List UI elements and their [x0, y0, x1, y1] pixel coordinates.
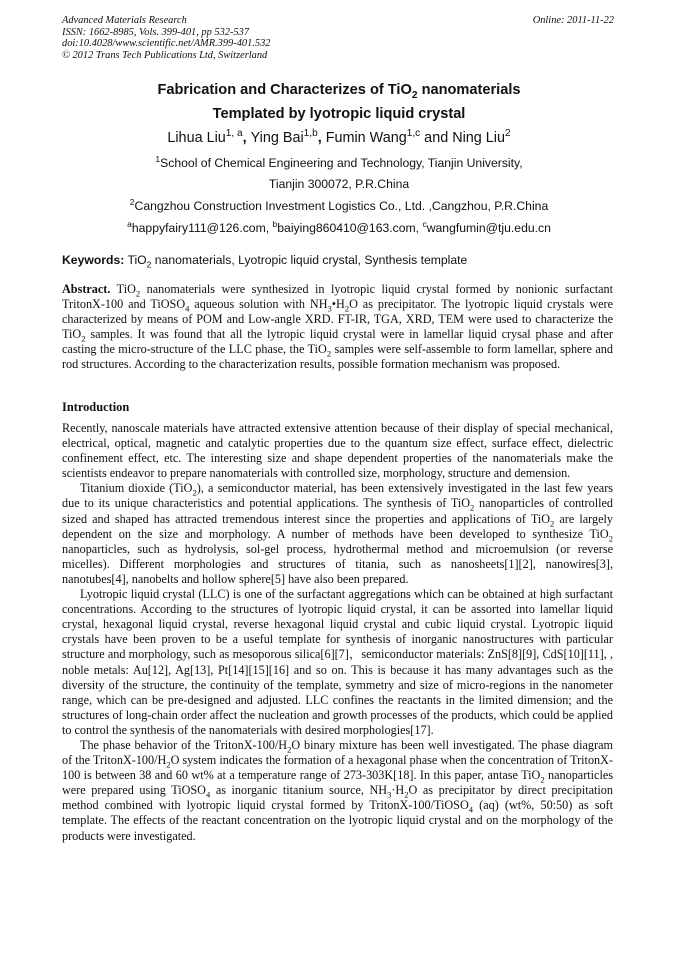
issn-line: ISSN: 1662-8985, Vols. 399-401, pp 532-537: [62, 26, 250, 38]
paper-title-line-2: Templated by lyotropic liquid crystal: [212, 106, 466, 122]
intro-paragraph-4: The phase behavior of the TritonX-$100/H_2O$ binary mixture has been well investigated. The phase diagram of the TritonX-$100/H_2O$ system indicates the formation of a hexagonal phase when the concentration of TritonX-100 is between 38 and 60 wt% at a temperature range of 273-303K[18]. In this paper, antase TiO$_2$ nanoparticles were prepared using TiOSO$_4$ as inorganic titanium source, $NH_3\cdot H_2O$ as precipitator by direct precipitation method combined with lyotropic liquid crystal formed by TritonX-100/TiOSO$_4$ (aq) (wt%, 50:50) as soft template. The effects of the reactant concentration on the lyotropic liquid crystal and on the morphology of the products were investigated.: [62, 737, 613, 843]
author-emails: $^a$happyfairy111@126.com, $^b$baiying860410@163.com, $^c$wangfumin@tju.edu.cn: [127, 218, 551, 235]
affiliation-2: $^2$Cangzhou Construction Investment Logistics Co., Ltd. ,Cangzhou, P.R.China: [129, 196, 549, 213]
online-date: Online: 2011-11-22: [532, 15, 614, 26]
abstract: Abstract. TiO$_2$ nanomaterials were synthesized in lyotropic liquid crystal formed by nonionic surfactant TritonX-100 and TiOSO$_4$ aqueous solution with $NH_3•H_2O$ as precipitator. The lyotropic liquid crystals were characterized by means of POM and Low-angle XRD. FT-IR, TGA, XRD, TEM were used to characterize the TiO$_2$ samples. It was found that all the lytropic liquid crystal were in lamellar liquid crysal phase and after casting the micro-structure of the LLC phase, the TiO$_2$ samples were self-assemble to form lamellar, sphere and rod structures. According to the characterization results, possible formation mechanism was proposed.: [62, 282, 613, 372]
journal-name: Advanced Materials Research: [62, 15, 187, 26]
author-name: Ning Liu: [452, 130, 506, 146]
section-heading-introduction: Introduction: [62, 400, 130, 414]
intro-paragraph-3: Lyotropic liquid crystal (LLC) is one of the surfactant aggregations which can be obtained at high surfactant concentrations. According to the structures of lyotropic liquid crystal, it can be assorted into lamellar liquid crystal, hexagonal liquid crystal, reverse hexagonal liquid crystal and cubic liquid crystal. Lyotropic liquid crystals have been proven to be a useful template for synthesis of inorganic nanostructures with particular structure and morphology, such as mesoporous silica[6][7]，semiconductor materials: ZnS[8][9], CdS[10][11], , noble metals: Au[12], Ag[13], Pt[14][15][16] and so on. This is because it has many advantages such as the diversity of the structure, the continuity of the template, symmetry and size of micro-regions in the nanometer range, which can be pre-designed and adjusted. LLC confines the reactants in the limited dimension; and the structures of long-chain order affect the nucleation and growth processes of the products, which could be applied to control the synthesis of the nanomaterials with desired morphologies[17].: [62, 587, 613, 737]
keywords-line: Keywords: TiO$_2$ nanomaterials, Lyotropic liquid crystal, Synthesis template: [62, 253, 468, 270]
intro-paragraph-2: Titanium dioxide (TiO$_2$), a semiconductor material, has been extensively investigated in the last few years due to its unique characteristics and potential applications. The synthesis of TiO$_2$ nanoparticles of controlled sized and shaped has attracted tremendous interest since the properties and applications of TiO$_2$ are largely dependent on the size and morphology. A number of methods have been developed to synthesize TiO$_2$ nanoparticles, such as hydrolysis, sol-gel process, hydrothermal method and microemulsion (or reverse micelles). Different morphologies and structures of titania, such as nanosheets[1][2], nanowires[3], nanotubes[4], nanobelts and hollow sphere[5] have also been prepared.: [62, 481, 613, 586]
journal-header: [62, 15, 270, 61]
author-list: Lihua Liu$^{1, a}$, Ying Bai$^{1,b}$, Fumin Wang$^{1,c}$ and Ning Liu$^2$: [167, 128, 511, 146]
abstract-label: Abstract.: [62, 282, 111, 296]
doi-line: doi:10.4028/www.scientific.net/AMR.399-401.532: [62, 38, 271, 50]
introduction-body: [62, 421, 613, 844]
author-name: Lihua Liu: [167, 130, 226, 146]
intro-paragraph-1: Recently, nanoscale materials have attracted extensive attention because of their display of special mechanical, electrical, optical, magnetic and catalytic properties due to the quantum size effect, surface effect, dielectric confinement effect, etc. The interesting size and shape dependent properties of the nanomaterials make the scientists endeavor to prepare nanomaterials with controlled size, morphology, structure and demension.: [62, 421, 613, 481]
author-name: Fumin Wang: [325, 130, 407, 146]
paper-title-line-1: Fabrication and Characterizes of TiO$_2$ nanomaterials: [157, 82, 521, 101]
author-name: Ying Bai: [250, 130, 304, 146]
keywords-label: Keywords:: [62, 253, 125, 267]
affiliation-1: $^1$School of Chemical Engineering and Technology, Tianjin University,: [155, 153, 523, 170]
affiliation-1-address: Tianjin 300072, P.R.China: [268, 177, 410, 191]
copyright-line: © 2012 Trans Tech Publications Ltd, Switzerland: [62, 49, 268, 61]
